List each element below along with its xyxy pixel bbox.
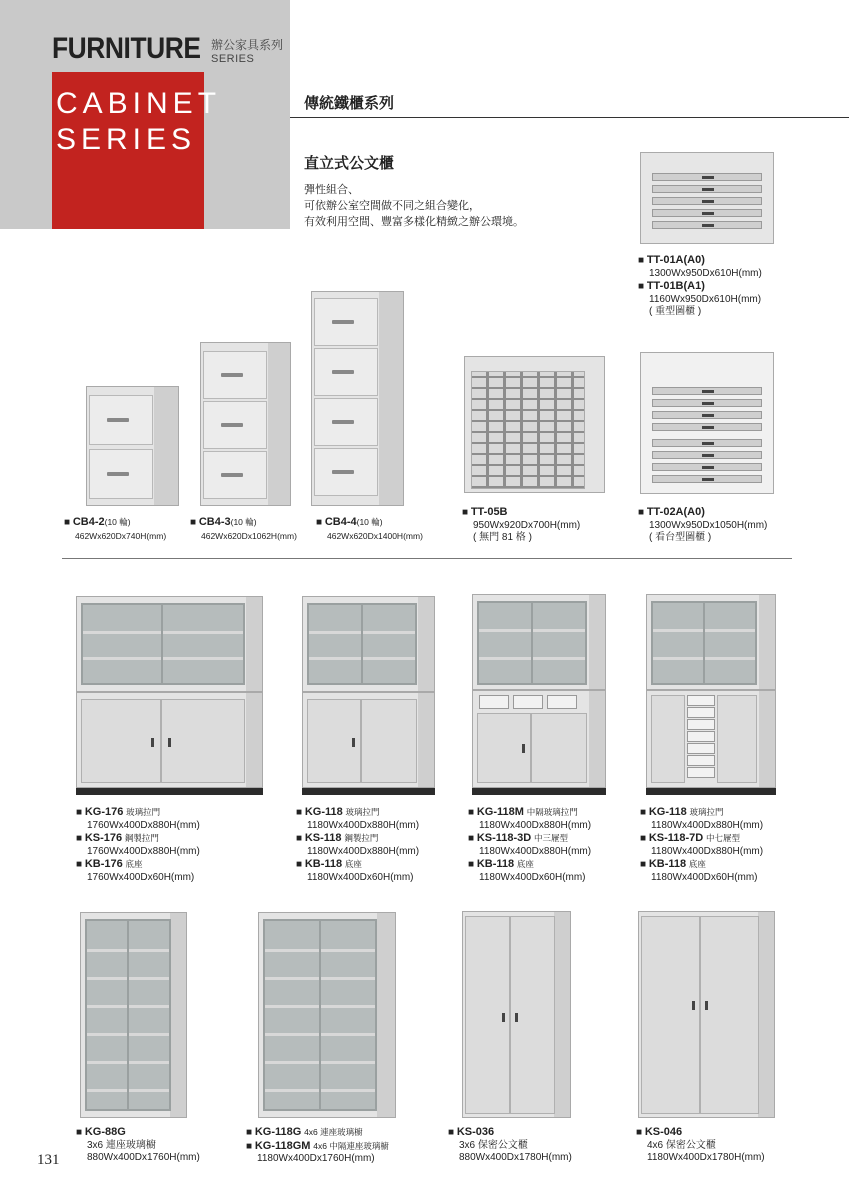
model-dims: 1180Wx400Dx880H(mm) bbox=[479, 819, 592, 831]
description-line: 可依辦公室空間做不同之組合變化， bbox=[304, 200, 480, 212]
model-name: CB4-2 bbox=[72, 516, 105, 528]
model-dims: 1180Wx400Dx1780H(mm) bbox=[647, 1152, 765, 1163]
model-name: KG-118 bbox=[304, 806, 343, 818]
description-line: 有效利用空間、豐富多樣化精緻之辦公環境。 bbox=[304, 216, 524, 228]
tt-05b-cubby-image bbox=[464, 356, 605, 493]
model-dims: 1180Wx400Dx880H(mm) bbox=[307, 819, 420, 831]
model-name: KS-118-7D bbox=[648, 832, 704, 844]
description bbox=[304, 182, 524, 230]
kg-176-cabinet-image bbox=[76, 596, 263, 692]
model-note: 底座 bbox=[516, 859, 534, 869]
caption-set-3: ■ KG-118M 中隔玻璃拉門 1180Wx400Dx880H(mm) ■ KS-118-3D 中三屜型 1180Wx400Dx880H(mm) ■ KB-118 底座 1180Wx400Dx60H(mm) bbox=[468, 806, 592, 883]
caption-kg-88g: ■ KG-88G 3x6 連座玻璃櫥 880Wx400Dx1760H(mm) bbox=[76, 1126, 200, 1163]
model-dims: 1180Wx400Dx60H(mm) bbox=[479, 871, 586, 883]
model-name: KG-118GM bbox=[254, 1139, 311, 1152]
model-name: KS-118-3D bbox=[476, 832, 532, 844]
header-furniture-title: FURNITURE bbox=[52, 32, 201, 65]
model-dims: 1180Wx400Dx880H(mm) bbox=[479, 845, 592, 857]
model-name: CB4-3 bbox=[198, 516, 231, 528]
model-name: KB-118 bbox=[476, 858, 515, 870]
model-dims: 1180Wx400Dx60H(mm) bbox=[651, 871, 758, 883]
caption-set-4: ■ KG-118 玻璃拉門 1180Wx400Dx880H(mm) ■ KS-118-7D 中七屜型 1180Wx400Dx880H(mm) ■ KB-118 底座 1180Wx400Dx60H(mm) bbox=[640, 806, 764, 883]
ks-118-3d-cabinet-image bbox=[472, 690, 606, 788]
kb-118-base-image bbox=[302, 788, 435, 795]
model-note: ( 重型圖櫃 ) bbox=[649, 306, 702, 317]
model-name: KG-118 bbox=[648, 806, 687, 818]
model-name: TT-05B bbox=[470, 506, 508, 518]
sub-title: 直立式公文櫃 bbox=[304, 155, 395, 172]
header-cabinet-series bbox=[56, 86, 221, 158]
cb4-4-cabinet-image bbox=[311, 291, 404, 506]
model-note: ( 無門 81 格 ) bbox=[473, 532, 532, 543]
model-note: 中三屜型 bbox=[534, 833, 569, 843]
kg-118-cabinet-image bbox=[646, 594, 776, 690]
model-dims: 462Wx620Dx1062H(mm) bbox=[201, 530, 297, 541]
model-note: 底座 bbox=[688, 859, 706, 869]
section-divider bbox=[62, 558, 792, 559]
kg-88g-cabinet-image bbox=[80, 912, 187, 1118]
model-dims: 462Wx620Dx1400H(mm) bbox=[327, 530, 423, 541]
model-note: 3x6 連座玻璃櫥 bbox=[87, 1139, 156, 1151]
model-dims: 1180Wx400Dx880H(mm) bbox=[307, 845, 420, 857]
caption-cb4-3: ■ CB4-3(10 輪) 462Wx620Dx1062H(mm) bbox=[190, 516, 297, 541]
caption-set-2: ■ KG-118 玻璃拉門 1180Wx400Dx880H(mm) ■ KS-118 鋼製拉門 1180Wx400Dx880H(mm) ■ KB-118 底座 1180Wx400Dx60H(mm) bbox=[296, 806, 420, 883]
model-dims: 950Wx920Dx700H(mm) bbox=[473, 519, 581, 531]
kb-118-base-image bbox=[472, 788, 606, 795]
kb-118-base-image bbox=[646, 788, 776, 795]
caption-kg-118g: ■ KG-118G 4x6 連座玻璃櫥 ■ KG-118GM 4x6 中隔連座玻璃櫥 1180Wx400Dx1760H(mm) bbox=[246, 1126, 389, 1164]
model-dims: 1300Wx950Dx610H(mm) bbox=[649, 267, 762, 279]
model-note: (10 輪) bbox=[230, 517, 257, 527]
cb4-3-cabinet-image bbox=[200, 342, 291, 506]
model-note: 4x6 保密公文櫃 bbox=[647, 1139, 716, 1151]
model-name: TT-01A(A0) bbox=[646, 254, 705, 266]
ks-176-cabinet-image bbox=[76, 692, 263, 788]
caption-cb4-4: ■ CB4-4(10 輪) 462Wx620Dx1400H(mm) bbox=[316, 516, 423, 541]
model-dims: 1180Wx400Dx60H(mm) bbox=[307, 871, 414, 883]
ks-118-cabinet-image bbox=[302, 692, 435, 788]
model-name: TT-02A(A0) bbox=[646, 506, 705, 518]
cabinet-line-2: SERIES bbox=[56, 123, 197, 156]
model-dims: 1760Wx400Dx880H(mm) bbox=[87, 819, 200, 831]
ks-036-cabinet-image bbox=[462, 911, 571, 1118]
caption-tt-02a: ■ TT-02A(A0) 1300Wx950Dx1050H(mm) ( 看台型圖櫃 ) bbox=[638, 506, 768, 543]
description-line: 彈性組合、 bbox=[304, 184, 359, 196]
model-dims: 1180Wx400Dx1760H(mm) bbox=[257, 1153, 375, 1164]
model-name: KB-118 bbox=[304, 858, 343, 870]
model-name: KB-118 bbox=[648, 858, 687, 870]
model-note: 玻璃拉門 bbox=[689, 807, 724, 817]
kg-118g-cabinet-image bbox=[258, 912, 396, 1118]
cb4-2-cabinet-image bbox=[86, 386, 179, 506]
cabinet-line-1: CABINET bbox=[56, 87, 222, 120]
model-note: 鋼製拉門 bbox=[124, 833, 159, 843]
model-name: KB-176 bbox=[84, 858, 123, 870]
model-name: TT-01B(A1) bbox=[646, 280, 705, 292]
model-dims: 1760Wx400Dx880H(mm) bbox=[87, 845, 200, 857]
model-note: 4x6 中隔連座玻璃櫥 bbox=[313, 1140, 389, 1151]
model-name: CB4-4 bbox=[324, 516, 357, 528]
caption-set-1: ■ KG-176 玻璃拉門 1760Wx400Dx880H(mm) ■ KS-176 鋼製拉門 1760Wx400Dx880H(mm) ■ KB-176 底座 1760Wx400Dx60H(mm) bbox=[76, 806, 200, 883]
model-dims: 1300Wx950Dx1050H(mm) bbox=[649, 519, 768, 531]
kg-118-cabinet-image bbox=[302, 596, 435, 692]
tt-01-cabinet-image bbox=[640, 152, 774, 244]
model-note: ( 看台型圖櫃 ) bbox=[649, 532, 712, 543]
model-dims: 880Wx400Dx1760H(mm) bbox=[87, 1152, 200, 1163]
caption-tt-01: ■ TT-01A(A0) 1300Wx950Dx610H(mm) ■ TT-01B(A1) 1160Wx950Dx610H(mm) ( 重型圖櫃 ) bbox=[638, 254, 762, 317]
model-name: KG-118M bbox=[476, 806, 524, 818]
ks-118-7d-cabinet-image bbox=[646, 690, 776, 788]
kg-118m-cabinet-image bbox=[472, 594, 606, 690]
model-note: 中七屜型 bbox=[706, 833, 741, 843]
model-note: 玻璃拉門 bbox=[126, 807, 161, 817]
model-name: KS-118 bbox=[304, 832, 342, 844]
section-rule bbox=[290, 117, 849, 118]
model-name: KG-176 bbox=[84, 806, 124, 818]
model-note: (10 輪) bbox=[104, 517, 131, 527]
model-dims: 462Wx620Dx740H(mm) bbox=[75, 530, 167, 541]
caption-tt-05b: ■ TT-05B 950Wx920Dx700H(mm) ( 無門 81 格 ) bbox=[462, 506, 581, 543]
tt-02a-cabinet-image bbox=[640, 352, 774, 494]
model-dims: 1180Wx400Dx880H(mm) bbox=[651, 819, 764, 831]
model-note: 玻璃拉門 bbox=[345, 807, 380, 817]
model-name: KG-118G bbox=[254, 1126, 302, 1138]
model-note: 3x6 保密公文櫃 bbox=[459, 1139, 528, 1151]
kb-176-base-image bbox=[76, 788, 263, 795]
model-note: 底座 bbox=[125, 859, 143, 869]
model-name: KS-176 bbox=[84, 832, 123, 844]
page-number: 131 bbox=[37, 1152, 60, 1168]
model-dims: 880Wx400Dx1780H(mm) bbox=[459, 1152, 572, 1163]
model-name: KG-88G bbox=[84, 1126, 126, 1138]
model-note: 4x6 連座玻璃櫥 bbox=[304, 1127, 363, 1137]
model-name: KS-046 bbox=[644, 1126, 683, 1138]
model-dims: 1160Wx950Dx610H(mm) bbox=[649, 293, 762, 305]
model-note: (10 輪) bbox=[356, 517, 383, 527]
header-subtitle-cn: 辦公家具系列 bbox=[211, 38, 284, 52]
model-note: 中隔玻璃拉門 bbox=[526, 807, 578, 817]
caption-ks-046: ■ KS-046 4x6 保密公文櫃 1180Wx400Dx1780H(mm) bbox=[636, 1126, 765, 1163]
caption-cb4-2: ■ CB4-2(10 輪) 462Wx620Dx740H(mm) bbox=[64, 516, 167, 541]
caption-ks-036: ■ KS-036 3x6 保密公文櫃 880Wx400Dx1780H(mm) bbox=[448, 1126, 572, 1163]
section-title: 傳統鐵櫃系列 bbox=[304, 95, 395, 112]
model-dims: 1180Wx400Dx880H(mm) bbox=[651, 845, 764, 857]
model-dims: 1760Wx400Dx60H(mm) bbox=[87, 871, 195, 883]
ks-046-cabinet-image bbox=[638, 911, 775, 1118]
model-name: KS-036 bbox=[456, 1126, 495, 1138]
model-note: 底座 bbox=[344, 859, 362, 869]
header-subtitle-en: SERIES bbox=[211, 53, 255, 65]
model-note: 鋼製拉門 bbox=[344, 833, 379, 843]
